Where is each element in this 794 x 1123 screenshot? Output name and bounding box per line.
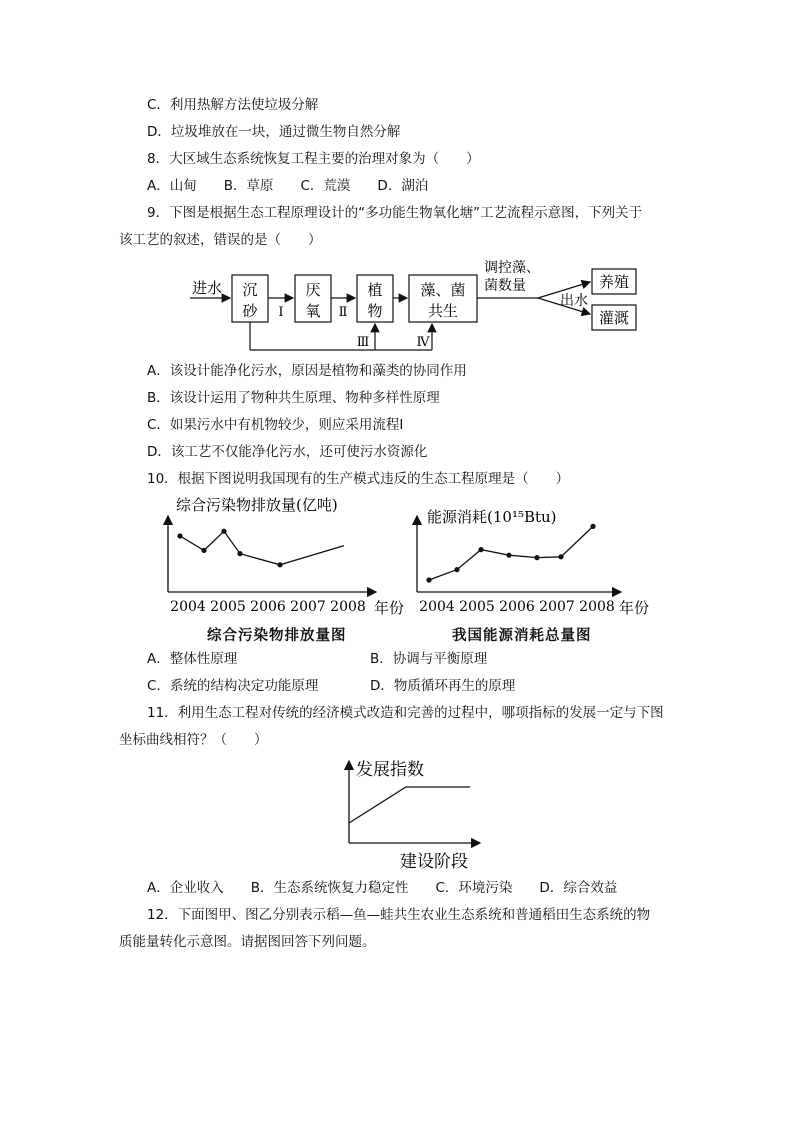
box2-line1: 厌 [305, 281, 321, 299]
output-aquaculture: 养殖 [598, 273, 630, 291]
chart2-point [426, 577, 431, 582]
chart2-ylabel-text: 能源消耗(10¹⁵Btu) [427, 508, 557, 526]
chart1-point [277, 562, 282, 567]
chart1-ylabel: 综合污染物排放量(亿吨) [176, 496, 338, 514]
q8-options: A．山甸 B．草原 C．荒漠 D．湖泊 [147, 178, 429, 194]
box4-line2: 共生 [427, 302, 459, 320]
q12-stem-line2: 质能量转化示意图。请据图回答下列问题。 [119, 934, 376, 950]
q10-option-a: A．整体性原理 [147, 651, 238, 667]
chart1-title: 综合污染物排放量图 [207, 627, 347, 644]
chart1-tick-label: 2004 [170, 599, 206, 615]
q9-stem-line2: 该工艺的叙述，错误的是（ ） [119, 232, 322, 248]
stage-3-label: Ⅲ [356, 335, 370, 350]
q8-stem: 8．大区域生态系统恢复工程主要的治理对象为（ ） [147, 151, 480, 167]
q9-option-a: A．该设计能净化污水，原因是植物和藻类的协同作用 [147, 363, 467, 379]
control-label-line1: 调控藻、 [484, 260, 540, 276]
energy-consumption-chart [409, 506, 664, 624]
pollutant-emission-chart [160, 494, 410, 624]
chart2-tick-label: 2005 [459, 599, 495, 615]
outlet-label: 出水 [560, 293, 588, 309]
q9-option-d: D．该工艺不仅能净化污水，还可使污水资源化 [147, 444, 428, 460]
chart3-xlabel: 建设阶段 [400, 852, 468, 872]
q10-stem: 10．根据下图说明我国现有的生产模式违反的生态工程原理是（ ） [147, 471, 570, 487]
q10-option-d: D．物质循环再生的原理 [370, 678, 516, 694]
chart3-ylabel: 发展指数 [356, 760, 424, 780]
q9-option-b: B．该设计运用了物种共生原理、物种多样性原理 [147, 390, 440, 406]
chart2-point [558, 554, 563, 559]
chart2-point [506, 553, 511, 558]
box1-line1: 沉 [242, 281, 258, 299]
q10-option-b: B．协调与平衡原理 [370, 651, 488, 667]
control-label-line2: 菌数量 [484, 278, 526, 294]
q7-option-c: C．利用热解方法使垃圾分解 [147, 97, 319, 113]
q9-stem-line1: 9．下图是根据生态工程原理设计的“多功能生物氧化塘”工艺流程示意图，下列关于 [147, 205, 643, 221]
chart2-xlabel: 年份 [619, 599, 650, 617]
chart2-point [454, 567, 459, 572]
chart1-xlabel: 年份 [374, 599, 405, 617]
chart2-line [429, 526, 593, 580]
box3-line1: 植 [367, 281, 383, 299]
q9-option-c: C．如果污水中有机物较少，则应采用流程Ⅰ [147, 417, 404, 433]
chart1-tick-label: 2006 [250, 599, 286, 615]
chart2-point [590, 524, 595, 529]
stage-2-label: Ⅱ [338, 305, 348, 320]
chart2-tick-label: 2007 [539, 599, 575, 615]
chart1-point [221, 529, 226, 534]
stage-1-label: Ⅰ [278, 305, 284, 320]
chart2-point [534, 555, 539, 560]
chart1-point [237, 551, 242, 556]
q10-option-c: C．系统的结构决定功能原理 [147, 678, 319, 694]
chart1-point [201, 548, 206, 553]
box4-line1: 藻、菌 [420, 281, 466, 299]
q11-stem-line2: 坐标曲线相符？（ ） [119, 732, 268, 748]
chart1-tick-label: 2007 [290, 599, 326, 615]
q7-option-d: D．垃圾堆放在一块，通过微生物自然分解 [147, 124, 401, 140]
chart3-line [349, 787, 470, 823]
box2-line2: 氧 [305, 302, 321, 320]
box3-line2: 物 [367, 302, 383, 320]
chart2-ylabel [427, 508, 557, 526]
output-irrigation: 灌溉 [598, 309, 630, 327]
chart2-tick-label: 2004 [419, 599, 455, 615]
development-index-chart [338, 755, 488, 873]
chart2-title: 我国能源消耗总量图 [452, 627, 592, 644]
chart1-point [177, 533, 182, 538]
chart2-tick-label: 2008 [579, 599, 615, 615]
q11-options: A．企业收入 B．生态系统恢复力稳定性 C．环境污染 D．综合效益 [147, 880, 618, 896]
q12-stem-line1: 12．下面图甲、图乙分别表示稻—鱼—蛙共生农业生态系统和普通稻田生态系统的物 [147, 907, 651, 923]
chart2-tick-label: 2006 [499, 599, 535, 615]
q9-flow-diagram [180, 258, 650, 358]
stage-4-label: Ⅳ [416, 335, 430, 350]
chart1-tick-label: 2005 [210, 599, 246, 615]
chart2-point [478, 547, 483, 552]
q11-stem-line1: 11．利用生态工程对传统的经济模式改造和完善的过程中，哪项指标的发展一定与下图 [147, 705, 664, 721]
inlet-label: 进水 [192, 279, 223, 297]
box1-line2: 砂 [242, 302, 258, 320]
chart1-tick-label: 2008 [330, 599, 366, 615]
